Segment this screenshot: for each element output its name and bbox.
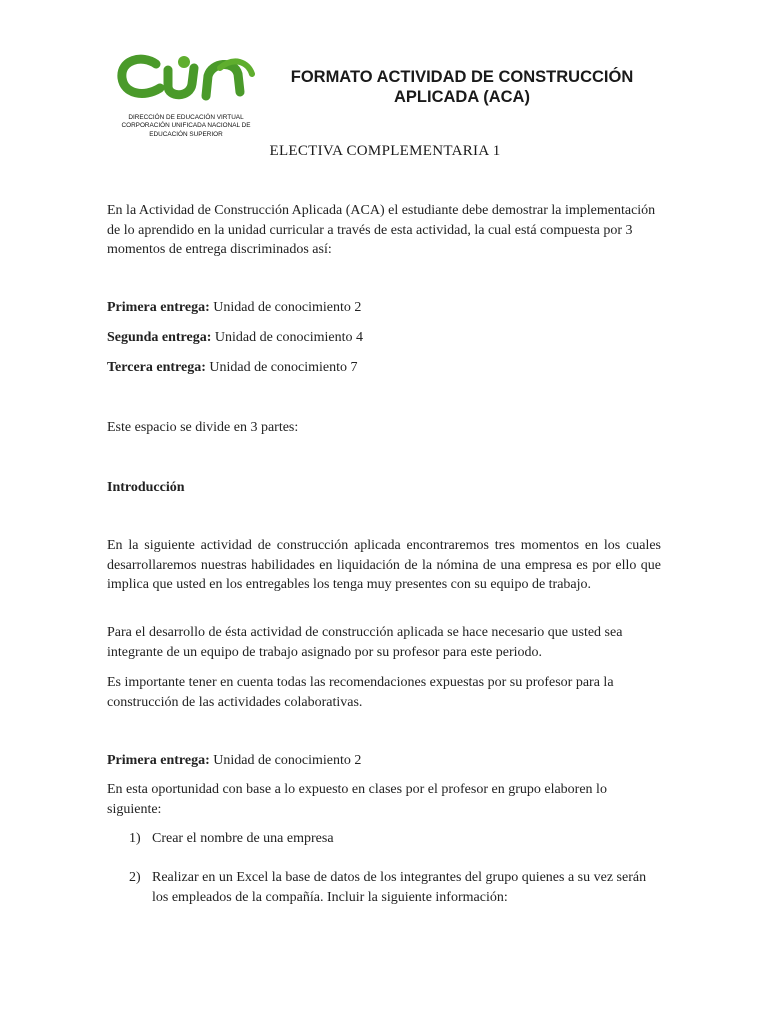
body-paragraph-2: Para el desarrollo de ésta actividad de construcción aplicada se hace necesario que usted sea integrante de un equipo de trabajo asignado por su profesor para este periodo. (107, 625, 623, 660)
delivery-value: Unidad de conocimiento 7 (209, 360, 358, 375)
cun-logo-mark (116, 52, 256, 110)
course-subtitle: ELECTIVA COMPLEMENTARIA 1 (269, 143, 501, 159)
delivery-line-3 (107, 358, 358, 378)
delivery-label: Primera entrega: (107, 753, 210, 768)
space-text: Este espacio se divide en 3 partes: (107, 420, 299, 435)
intro-paragraph: En la Actividad de Construcción Aplicada (ACA) el estudiante debe demostrar la implementación de lo aprendido en la unidad curricular a través de esta actividad, la cual está compuesta por 3 momentos de entrega discriminados así: (107, 203, 656, 257)
logo-caption-line: EDUCACIÓN SUPERIOR (149, 130, 223, 138)
cun-logo (112, 52, 260, 144)
first-delivery-heading (107, 751, 361, 771)
document-title (262, 67, 662, 107)
section-heading-introduccion: Introducción (107, 480, 185, 495)
delivery-value: Unidad de conocimiento 2 (213, 300, 362, 315)
delivery-value: Unidad de conocimiento 4 (214, 330, 363, 345)
delivery-value: Unidad de conocimiento 2 (213, 753, 362, 768)
list-text: Crear el nombre de una empresa (152, 831, 334, 846)
delivery-line-2 (107, 328, 363, 348)
delivery-label: Tercera entrega: (107, 360, 206, 375)
delivery-label: Primera entrega: (107, 300, 210, 315)
logo-caption-line: DIRECCIÓN DE EDUCACIÓN VIRTUAL (128, 114, 244, 121)
delivery-line-1 (107, 298, 361, 318)
title-line-2: APLICADA (ACA) (394, 88, 530, 106)
body-paragraph-3: Es importante tener en cuenta todas las recomendaciones expuestas por su profesor para la construcción de las actividades colaborativas. (107, 675, 614, 710)
delivery-label: Segunda entrega: (107, 330, 212, 345)
list-text: Realizar en un Excel la base de datos de los integrantes del grupo quienes a su vez serán los empleados de la compañía. Incluir la siguiente información: (152, 870, 647, 905)
logo-caption (112, 114, 260, 139)
title-line-1: FORMATO ACTIVIDAD DE CONSTRUCCIÓN (290, 68, 634, 86)
list-number: 1) (129, 831, 141, 846)
logo-caption-line: CORPORACIÓN UNIFICADA NACIONAL DE (121, 122, 251, 130)
list-number: 2) (129, 870, 141, 885)
first-delivery-instructions: En esta oportunidad con base a lo expuesto en clases por el profesor en grupo elaboren lo siguiente: (107, 782, 607, 817)
body-paragraph-1: En la siguiente actividad de construcción aplicada encontraremos tres momentos en los cuales desarrollaremos nuestras habilidades en liquidación de la nómina de una empresa es por ello que implica que usted en los entregables los tenga muy presentes con su equipo de trabajo. (107, 538, 661, 592)
